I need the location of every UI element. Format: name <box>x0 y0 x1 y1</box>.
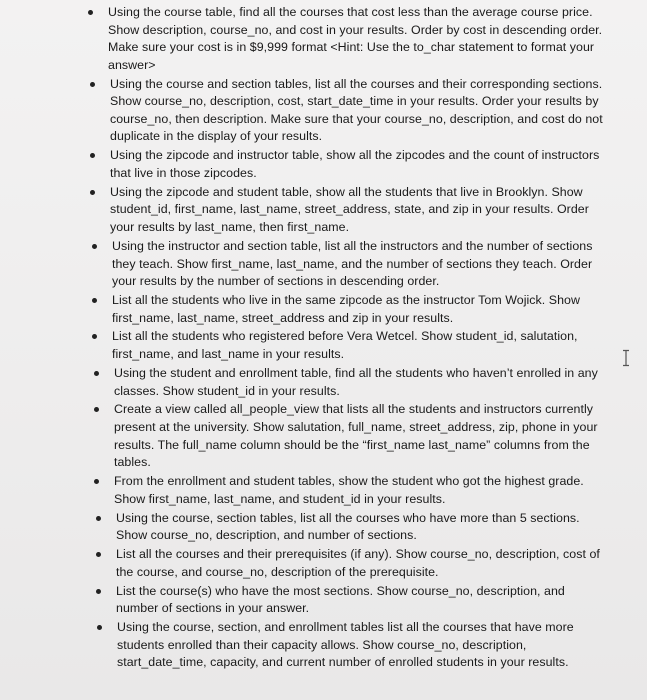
list-item <box>0 184 607 237</box>
bullet-icon <box>92 334 97 339</box>
bullet-icon <box>96 516 101 521</box>
bullet-icon <box>94 479 99 484</box>
list-item <box>0 510 607 545</box>
bullet-icon <box>96 552 101 557</box>
list-item-text: Using the zipcode and instructor table, show all the zipcodes and the count of instructors that live in those zipcodes. <box>110 148 600 180</box>
list-item <box>0 292 607 327</box>
list-item <box>0 76 607 146</box>
list-item-text: Using the course, section tables, list all the courses who have more than 5 sections. Show course_no, description, and number of sections. <box>116 510 580 543</box>
list-item-text: Using the course table, find all the courses that cost less than the average course price. Show description, course_no, and cost in your results. Order by cost in descending order. Make sure your cost is in $9,999 format <Hint: Use the to_char statement to format your answer> <box>108 5 603 72</box>
text-cursor-icon <box>621 349 631 367</box>
list-item <box>0 147 607 182</box>
bullet-icon <box>94 407 99 412</box>
list-item <box>0 328 607 363</box>
list-item-text: From the enrollment and student tables, show the student who got the highest grade. Show first_name, last_name, and student_id in your results. <box>114 474 584 506</box>
list-item-text: Create a view called all_people_view that lists all the students and instructors currently present at the university. Show salutation, full_name, street_address, zip, phone in your results. The full_name column should be the “first_name last_name” columns from the tables. <box>114 402 598 470</box>
list-item-text: List the course(s) who have the most sections. Show course_no, description, and number of sections in your answer. <box>116 583 565 616</box>
list-item <box>0 4 607 74</box>
list-item-text: Using the instructor and section table, list all the instructors and the number of sections they teach. Show first_name, last_name, and the number of sections they teach. Order your results by the number of sections in descending order. <box>112 238 593 289</box>
list-item <box>0 619 607 672</box>
list-item <box>0 238 607 291</box>
bullet-icon <box>88 10 93 15</box>
bullet-icon <box>96 589 101 594</box>
list-item <box>0 583 607 618</box>
bullet-icon <box>90 153 95 158</box>
bullet-icon <box>92 298 97 303</box>
list-item-text: List all the courses and their prerequisites (if any). Show course_no, description, cost of the course, and course_no, description of the prerequisite. <box>116 547 600 579</box>
list-item-text: Using the course and section tables, list all the courses and their corresponding sections. Show course_no, description, cost, start_date_time in your results. Order your results by course_no, then description. Make sure that your course_no, description, and cost do not duplicate in the display of your results. <box>110 76 603 144</box>
list-item <box>0 401 607 471</box>
list-item <box>0 473 607 508</box>
list-item <box>0 365 607 400</box>
list-item-text: Using the student and enrollment table, find all the students who haven’t enrolled in any classes. Show student_id in your results. <box>114 365 598 398</box>
list-item-text: Using the zipcode and student table, show all the students that live in Brooklyn. Show student_id, first_name, last_name, street_address, state, and zip in your results. Order your results by last_name, then first_name. <box>110 184 589 235</box>
list-item-text: List all the students who registered before Vera Wetcel. Show student_id, salutation, first_name, and last_name in your results. <box>112 329 578 362</box>
bullet-icon <box>94 371 99 376</box>
bullet-icon <box>90 82 95 87</box>
list-item-text: List all the students who live in the same zipcode as the instructor Tom Wojick. Show first_name, last_name, street_address and zip in your results. <box>112 292 580 325</box>
list-item-text: Using the course, section, and enrollment tables list all the courses that have more students enrolled than their capacity allows. Show course_no, description, start_date_time, capacity, and current number of enrolled students in your results. <box>117 620 574 670</box>
bullet-icon <box>92 244 97 249</box>
bullet-icon <box>97 625 102 630</box>
bullet-icon <box>90 190 95 195</box>
list-item <box>0 546 607 581</box>
